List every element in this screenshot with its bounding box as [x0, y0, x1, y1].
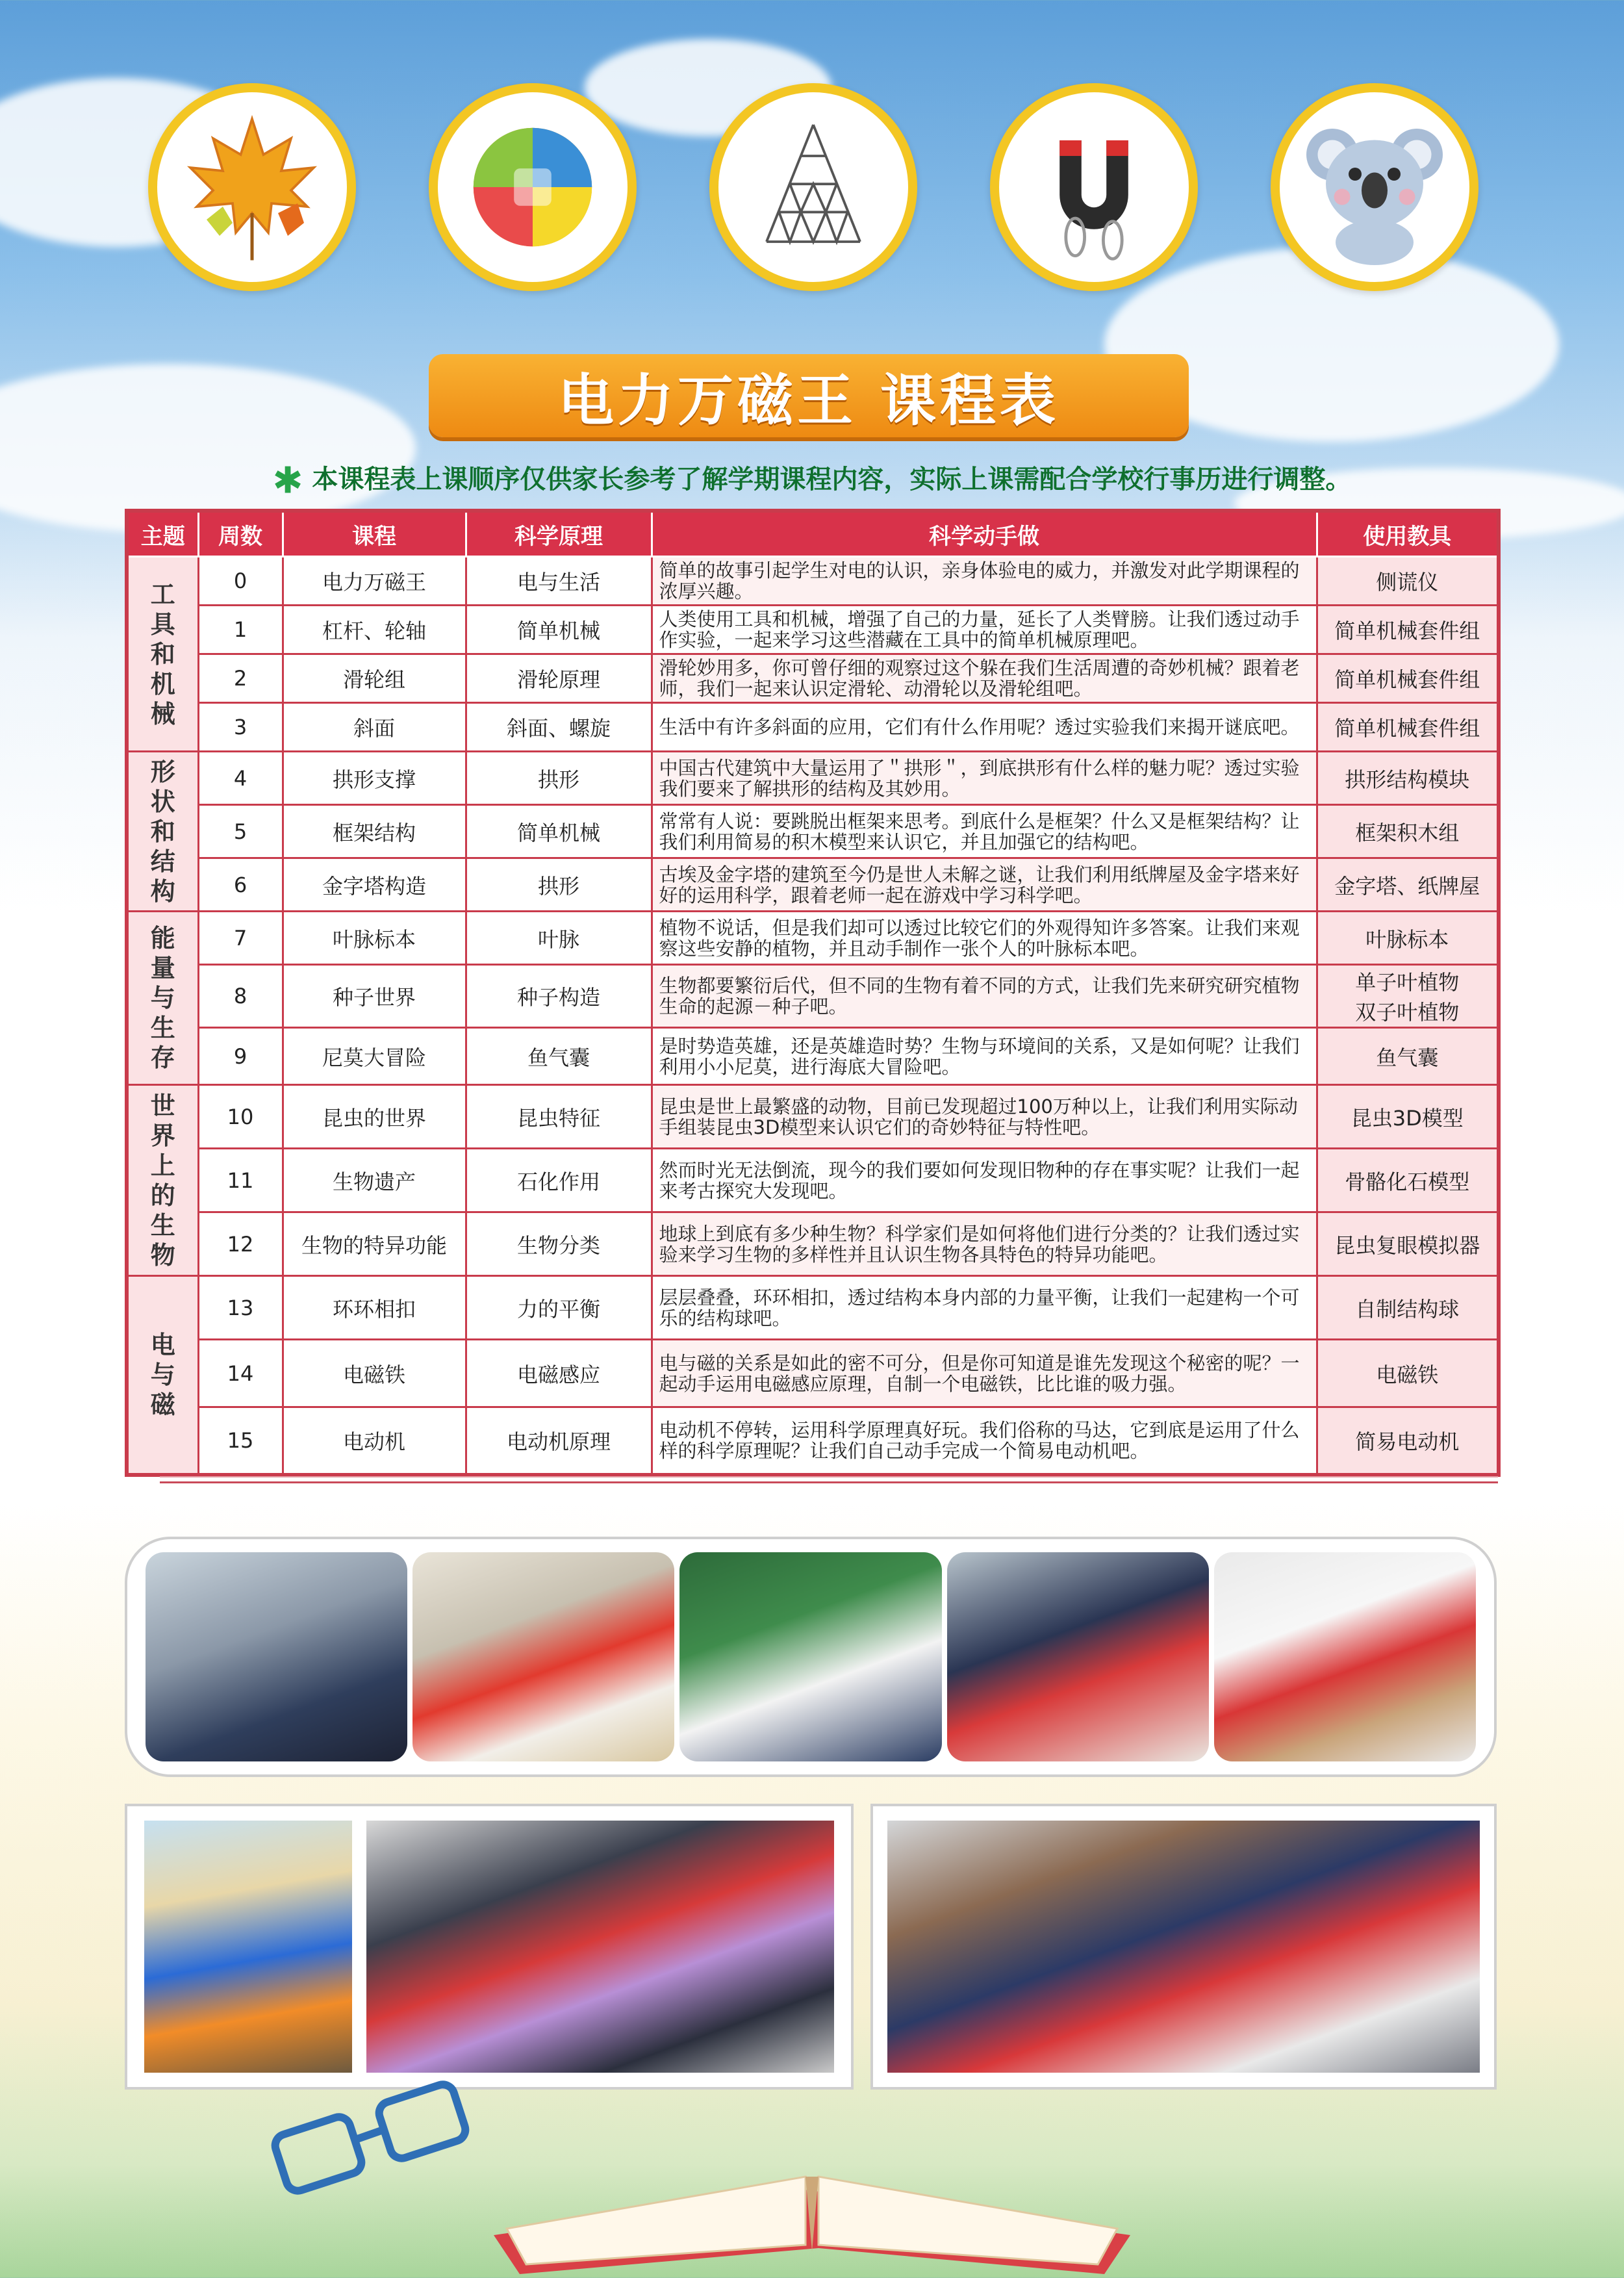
principle-cell: 鱼气囊 [466, 1028, 652, 1085]
week-cell: 14 [198, 1340, 283, 1407]
principle-cell: 拱形 [466, 858, 652, 912]
classroom-photo [146, 1552, 407, 1761]
week-cell: 0 [198, 557, 283, 606]
activity-cell: 地球上到底有多少种生物？科学家们是如何将他们进行分类的？让我们透过实验来学习生物的多样性并且认识生物各具特色的特异功能吧。 [652, 1212, 1317, 1276]
photo-frame-right [870, 1804, 1497, 2090]
week-cell: 13 [198, 1276, 283, 1340]
table-header-row [127, 511, 1499, 557]
table-row [127, 1276, 1499, 1340]
week-cell: 3 [198, 703, 283, 752]
table-row [127, 557, 1499, 606]
header-icons [148, 83, 1480, 298]
activity-cell: 电动机不停转，运用科学原理真好玩。我们俗称的马达，它到底是运用了什么样的科学原理呢？让我们自己动手完成一个简易电动机吧。 [652, 1407, 1317, 1475]
puzzle-ball-icon [429, 83, 637, 291]
course-cell: 金字塔构造 [283, 858, 466, 912]
activity-cell: 滑轮妙用多，你可曾仔细的观察过这个躲在我们生活周遭的奇妙机械？跟着老师，我们一起来认识定滑轮、动滑轮以及滑轮组吧。 [652, 654, 1317, 703]
tool-cell: 侧谎仪 [1317, 557, 1499, 606]
week-cell: 5 [198, 805, 283, 858]
principle-cell: 生物分类 [466, 1212, 652, 1276]
tool-cell: 拱形结构模块 [1317, 752, 1499, 805]
principle-cell: 种子构造 [466, 965, 652, 1028]
tool-cell: 昆虫3D模型 [1317, 1085, 1499, 1149]
topic-cell: 形 状 和 结 构 [127, 752, 198, 912]
table-row [127, 654, 1499, 703]
week-cell: 6 [198, 858, 283, 912]
header-activity: 科学动手做 [652, 511, 1317, 557]
tool-cell: 昆虫复眼模拟器 [1317, 1212, 1499, 1276]
cloud [0, 364, 416, 533]
activity-cell: 简单的故事引起学生对电的认识，亲身体验电的威力，并激发对此学期课程的浓厚兴趣。 [652, 557, 1317, 606]
table-row [127, 752, 1499, 805]
principle-cell: 石化作用 [466, 1149, 652, 1212]
classroom-photo [679, 1552, 941, 1761]
tool-cell: 简单机械套件组 [1317, 606, 1499, 654]
table-row [127, 1149, 1499, 1212]
course-cell: 滑轮组 [283, 654, 466, 703]
activity-cell: 人类使用工具和机械，增强了自己的力量，延长了人类臂膀。让我们透过动手作实验，一起来学习这些潜藏在工具中的简单机械原理吧。 [652, 606, 1317, 654]
activity-cell: 常常有人说：要跳脱出框架来思考。到底什么是框架？什么又是框架结构？让我们利用简易的积木模型来认识它，并且加强它的结构吧。 [652, 805, 1317, 858]
principle-cell: 力的平衡 [466, 1276, 652, 1340]
course-cell: 叶脉标本 [283, 912, 466, 965]
header-principle: 科学原理 [466, 511, 652, 557]
activity-cell: 然而时光无法倒流，现今的我们要如何发现旧物种的存在事实呢？让我们一起来考古探究大发现吧。 [652, 1149, 1317, 1212]
classroom-photo [144, 1821, 352, 2073]
table-row [127, 965, 1499, 1028]
table-row [127, 1085, 1499, 1149]
photo-frame-left [125, 1804, 854, 2090]
activity-cell: 生物都要繁衍后代，但不同的生物有着不同的方式，让我们先来研究研究植物生命的起源－种子吧。 [652, 965, 1317, 1028]
topic-cell: 工 具 和 机 械 [127, 557, 198, 752]
classroom-photo [1214, 1552, 1476, 1761]
section-divider [160, 1481, 1498, 1483]
table-row [127, 1340, 1499, 1407]
course-cell: 框架结构 [283, 805, 466, 858]
activity-cell: 层层叠叠，环环相扣，透过结构本身内部的力量平衡，让我们一起建构一个可乐的结构球吧。 [652, 1276, 1317, 1340]
course-cell: 杠杆、轮轴 [283, 606, 466, 654]
tool-cell: 简易电动机 [1317, 1407, 1499, 1475]
activity-cell: 生活中有许多斜面的应用，它们有什么作用呢？透过实验我们来揭开谜底吧。 [652, 703, 1317, 752]
header-tool: 使用教具 [1317, 511, 1499, 557]
activity-cell: 是时势造英雄，还是英雄造时势？生物与环境间的关系，又是如何呢？让我们利用小小尼莫，进行海底大冒险吧。 [652, 1028, 1317, 1085]
principle-cell: 滑轮原理 [466, 654, 652, 703]
principle-cell: 电与生活 [466, 557, 652, 606]
course-cell: 生物的特异功能 [283, 1212, 466, 1276]
week-cell: 8 [198, 965, 283, 1028]
page-title: 电力万磁王 课程表 [558, 368, 1059, 433]
tool-cell: 金字塔、纸牌屋 [1317, 858, 1499, 912]
topic-cell: 世 界 上 的 生 物 [127, 1085, 198, 1276]
tool-cell: 骨骼化石模型 [1317, 1149, 1499, 1212]
topic-cell: 电 与 磁 [127, 1276, 198, 1475]
principle-cell: 斜面、螺旋 [466, 703, 652, 752]
page-title-banner [429, 354, 1189, 437]
course-cell: 拱形支撑 [283, 752, 466, 805]
notice-line [0, 459, 1624, 502]
course-cell: 生物遗产 [283, 1149, 466, 1212]
classroom-photo [947, 1552, 1209, 1761]
classroom-photo [887, 1821, 1480, 2073]
classroom-photo-strip [125, 1537, 1497, 1777]
table-row [127, 1407, 1499, 1475]
course-cell: 昆虫的世界 [283, 1085, 466, 1149]
principle-cell: 昆虫特征 [466, 1085, 652, 1149]
tool-cell: 电磁铁 [1317, 1340, 1499, 1407]
koala-icon [1271, 83, 1478, 291]
tool-cell: 简单机械套件组 [1317, 703, 1499, 752]
activity-cell: 昆虫是世上最繁盛的动物，目前已发现超过100万种以上，让我们利用实际动手组装昆虫3D模型来认识它们的奇妙特征与特性吧。 [652, 1085, 1317, 1149]
table-body [127, 557, 1499, 1475]
principle-cell: 电磁感应 [466, 1340, 652, 1407]
week-cell: 10 [198, 1085, 283, 1149]
course-cell: 尼莫大冒险 [283, 1028, 466, 1085]
course-cell: 电力万磁王 [283, 557, 466, 606]
table-row [127, 703, 1499, 752]
activity-cell: 植物不说话，但是我们却可以透过比较它们的外观得知许多答案。让我们来观察这些安静的植物，并且动手制作一张个人的叶脉标本吧。 [652, 912, 1317, 965]
topic-cell: 能 量 与 生 存 [127, 912, 198, 1085]
week-cell: 11 [198, 1149, 283, 1212]
header-topic: 主题 [127, 511, 198, 557]
week-cell: 7 [198, 912, 283, 965]
header-week: 周数 [198, 511, 283, 557]
week-cell: 4 [198, 752, 283, 805]
principle-cell: 叶脉 [466, 912, 652, 965]
open-book-icon [468, 2105, 1156, 2278]
glasses-icon [260, 2079, 494, 2209]
notice-text: 本课程表上课顺序仅供家长参考了解学期课程内容，实际上课需配合学校行事历进行调整。 [312, 465, 1352, 494]
week-cell: 9 [198, 1028, 283, 1085]
principle-cell: 简单机械 [466, 805, 652, 858]
week-cell: 2 [198, 654, 283, 703]
asterisk-icon: ✱ [272, 459, 303, 502]
magnet-icon [990, 83, 1198, 291]
classroom-photo [412, 1552, 674, 1761]
table-row [127, 1028, 1499, 1085]
table-row [127, 858, 1499, 912]
table-row [127, 805, 1499, 858]
principle-cell: 拱形 [466, 752, 652, 805]
tool-cell: 框架积木组 [1317, 805, 1499, 858]
course-cell: 环环相扣 [283, 1276, 466, 1340]
classroom-photo [366, 1821, 834, 2073]
course-cell: 种子世界 [283, 965, 466, 1028]
principle-cell: 简单机械 [466, 606, 652, 654]
course-cell: 斜面 [283, 703, 466, 752]
week-cell: 12 [198, 1212, 283, 1276]
tool-cell: 叶脉标本 [1317, 912, 1499, 965]
week-cell: 15 [198, 1407, 283, 1475]
course-cell: 电磁铁 [283, 1340, 466, 1407]
activity-cell: 中国古代建筑中大量运用了＂拱形＂，到底拱形有什么样的魅力呢？透过实验我们要来了解拱形的结构及其妙用。 [652, 752, 1317, 805]
tool-cell: 简单机械套件组 [1317, 654, 1499, 703]
tool-cell: 鱼气囊 [1317, 1028, 1499, 1085]
course-schedule-table [125, 509, 1501, 1477]
principle-cell: 电动机原理 [466, 1407, 652, 1475]
header-course: 课程 [283, 511, 466, 557]
course-cell: 电动机 [283, 1407, 466, 1475]
table-row [127, 606, 1499, 654]
week-cell: 1 [198, 606, 283, 654]
card-pyramid-icon [709, 83, 917, 291]
activity-cell: 电与磁的关系是如此的密不可分，但是你可知道是谁先发现这个秘密的呢？一起动手运用电磁感应原理，自制一个电磁铁，比比谁的吸力强。 [652, 1340, 1317, 1407]
maple-leaf-icon [148, 83, 356, 291]
activity-cell: 古埃及金字塔的建筑至今仍是世人未解之谜，让我们利用纸牌屋及金字塔来好好的运用科学，跟着老师一起在游戏中学习科学吧。 [652, 858, 1317, 912]
table-row [127, 912, 1499, 965]
tool-cell: 单子叶植物 双子叶植物 [1317, 965, 1499, 1028]
table-row [127, 1212, 1499, 1276]
tool-cell: 自制结构球 [1317, 1276, 1499, 1340]
